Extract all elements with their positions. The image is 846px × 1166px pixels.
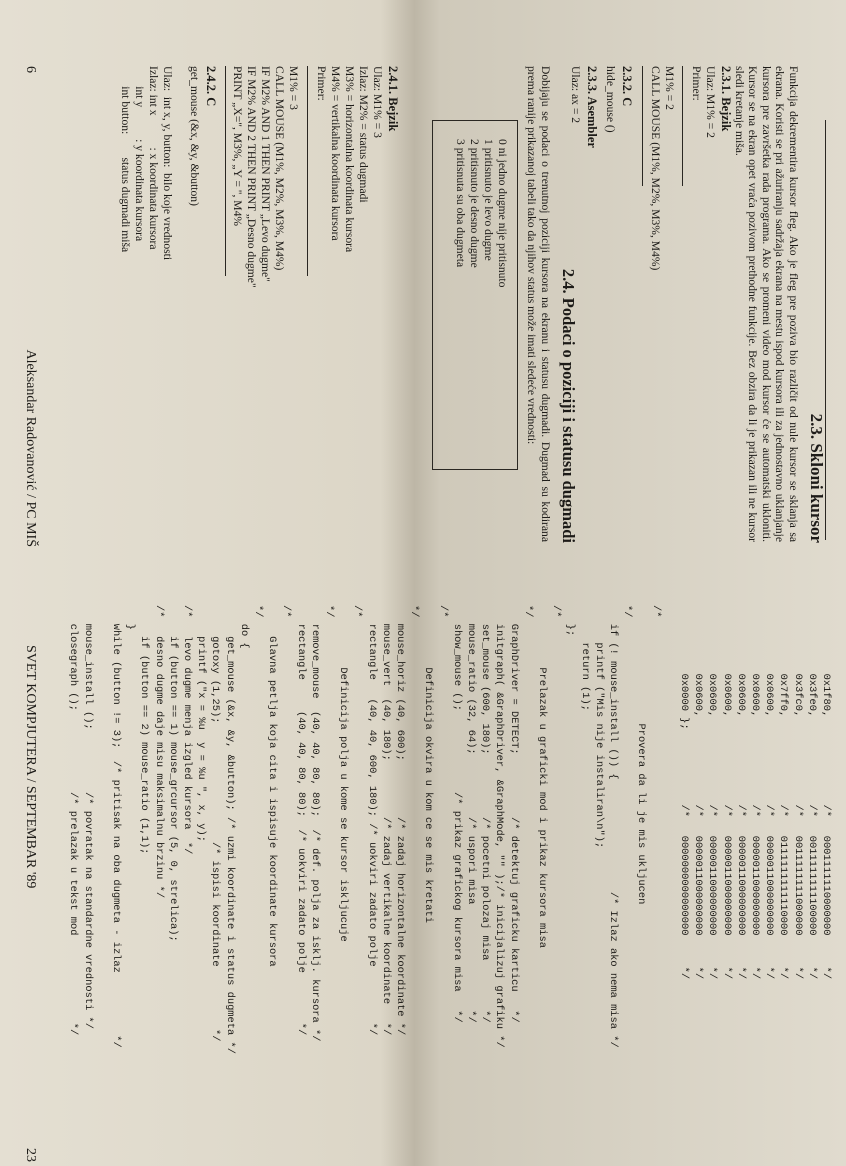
code-line: rectangle (40, 40, 80, 80); /* uokviri zadato polje */ xyxy=(294,605,307,1036)
code-line: do { xyxy=(237,605,250,649)
code-line: rectangle (40, 40, 600, 180); /* uokviri zadato polje */ xyxy=(365,605,378,1036)
code-line: 0x0000 }; /* 0000000000000000 */ xyxy=(678,605,690,980)
code-line: /* xyxy=(351,605,364,618)
code-line: 0x0600, /* 0000011000000000 */ xyxy=(706,605,719,980)
s231-line-4: CALL MOUSE (M1%, M2%, M3%, M4%) xyxy=(649,66,662,271)
s242-line-2: Ulaz: int x, y, button: bilo koje vrednosti xyxy=(161,66,174,261)
s241-line-1: Izlaz: M2% = status dugmadi xyxy=(357,66,370,203)
code-line: closegraph (); /* prelazak u tekst mod */ xyxy=(67,605,80,1036)
left-byline: Aleksandar Radovanović / PC MIŠ xyxy=(23,349,38,547)
code-line: 0x7ff0, /* 0111111111110000 */ xyxy=(777,605,790,980)
code-line: /* xyxy=(649,605,662,618)
code-line: Definicija polja u kome se kursor iskljucuje xyxy=(337,605,350,942)
left-page-number: 6 xyxy=(23,66,38,73)
code-line: GraphDriver = DETECT; /* detektuj graficku karticu */ xyxy=(507,605,520,1023)
code-line: if (button == 1) mouse_grcursor (5, 0, strelica); xyxy=(166,605,179,942)
code-line: 0x0600, /* 0000011000000000 */ xyxy=(734,605,747,980)
section-2-3-title: 2.3. Skloni kursor xyxy=(807,413,826,543)
s242-line-4: int y : y koordinata kursora xyxy=(133,66,146,242)
code-line: get_mouse (&x, &y, &button); /* uzmi koordinate i status dugmeta */ xyxy=(223,605,236,1054)
example-rule-2-end xyxy=(225,66,226,276)
code-line: } xyxy=(124,605,137,630)
s241-line-7: CALL MOUSE (M1%, M2%, M3%, M4%) xyxy=(273,66,286,271)
s241-line-4: Primer: xyxy=(315,66,328,101)
section-2-4-title: 2.4. Podaci o poziciji i statusu dugmadi xyxy=(559,268,578,543)
code-line: 0x0600, /* 0000011000000000 */ xyxy=(720,605,733,980)
code-line: remove_mouse (40, 40, 80, 80); /* def. polja za isklj. kursora */ xyxy=(308,605,321,1042)
section-2-3-1-heading: 2.3.1. Bejzik xyxy=(719,66,733,132)
section-2-4-2-heading: 2.4.2. C xyxy=(204,66,218,107)
code-line: show_mouse (); /* prikaz grafickog kursora misa */ xyxy=(450,605,463,1023)
status-value-1: 1 pritisnuto je levo dugme xyxy=(482,139,495,261)
code-listing xyxy=(52,605,832,1145)
s241-line-0: Ulaz: M1% = 3 xyxy=(371,66,384,138)
status-value-0: 0 ni jedno dugme nije pritisnuto xyxy=(496,139,509,288)
s241-line-10: PRINT „X=", M3%, „Y = ", M4% xyxy=(231,66,244,227)
status-value-2: 2 pritisnuto je desno dugme xyxy=(468,139,481,268)
s231-line-3: M1% = 2 xyxy=(663,66,676,110)
code-line: mouse_ratio (32, 64); /* uspori misa */ xyxy=(465,605,477,1023)
code-line: 0x0600, /* 0000011000000000 */ xyxy=(692,605,705,980)
s241-line-3: M4% = vertikalna koordinata kursora xyxy=(329,66,342,241)
code-line: 0x0600, /* 0000011000000000 */ xyxy=(749,605,761,980)
code-line: gotoxy (1,25); /* ispisi koordinate */ xyxy=(209,605,222,1042)
s242-line-0: get_mouse (&x, &y, &button) xyxy=(188,66,201,206)
code-line: Glavna petlja koja cita i ispisuje koordinate kursora xyxy=(266,605,279,967)
section-2-3-2-heading: 2.3.2. C xyxy=(620,66,634,107)
s231-line-1: Primer: xyxy=(690,66,703,101)
code-line: */ xyxy=(408,605,421,618)
code-line: mouse_horiz (40, 600); /* zadaj horizontalne koordinate */ xyxy=(394,605,406,1036)
code-line: }; xyxy=(564,605,577,637)
right-page xyxy=(0,583,846,1166)
status-value-3: 3 pritisnuta su oba dugmeta xyxy=(454,139,467,268)
code-line: */ xyxy=(323,605,335,618)
code-line: Definicija okvira u kom ce se mis kretati xyxy=(422,605,435,924)
code-line: */ xyxy=(252,605,264,618)
code-line: /* xyxy=(436,605,449,618)
s241-line-8: IF M2% AND 1 THEN PRINT „Levo dugme" xyxy=(259,66,272,282)
code-line: /* xyxy=(550,605,563,618)
button-status-box xyxy=(432,120,518,470)
example-rule-end xyxy=(642,66,643,186)
section-2-4-1-heading: 2.4.1. Bejzik xyxy=(386,66,400,132)
s241-line-6: M1% = 3 xyxy=(287,66,300,110)
s242-line-5: int button: status dugmadi miša xyxy=(119,66,132,253)
code-line: 0x0600, /* 0000011000000000 */ xyxy=(763,605,776,980)
code-line: return (1); xyxy=(578,605,591,712)
code-line: printf ("Mis nije instaliran\n"); xyxy=(592,605,605,849)
code-line: */ xyxy=(521,605,534,618)
s232-line-0: hide_mouse () xyxy=(604,66,617,133)
code-line: set_mouse (600, 180); /* pocetni polozaj misa */ xyxy=(479,605,492,1023)
section-2-3-intro: Funkcija dekrementira kursor fleg. Ako je fleg pre poziva bio različit od nule kursor se sklanja sa ekrana. Koristi se pri ažuriranju sadržaja ekrana na mestu ispod kursora ili za jednostavno uklanjanje kursora pre završetka rada programa. Ako se promeni video mod kursor će se automatski ukloniti. Kursor se na ekran opet vraća pozivom prethodne funkcije. Bez obzira da li je prikazan ili ne kursor sledi kretanje miša. xyxy=(732,66,800,542)
section-2-3-3-heading: 2.3.3. Asembler xyxy=(585,66,599,148)
code-line: */ xyxy=(621,605,634,618)
code-line: 0x1f80, /* 0001111110000000 */ xyxy=(820,605,832,980)
code-line: initgraph( &GraphDriver, &GraphMode, "" );/* inicijalizuj grafiku */ xyxy=(493,605,506,1048)
code-line: mouse_vert (40, 180); /* zadaj vertikalne koordinate */ xyxy=(379,605,392,1036)
s241-line-9: IF M2% AND 2 THEN PRINT „Desno dugme" xyxy=(245,66,258,288)
s231-line-0: Ulaz: M1% = 2 xyxy=(704,66,717,138)
code-line: /* desno dugme daje misu maksimalnu brzinu */ xyxy=(152,605,165,899)
code-line: 0x3fe0, /* 0011111111100000 */ xyxy=(805,605,818,980)
s233-line-0: Ulaz: ax = 2 xyxy=(569,66,582,124)
code-line: if (button == 2) mouse_ratio (1,1); xyxy=(138,605,151,855)
code-line: printf ("x = %u y = %u ", x, y); xyxy=(195,605,208,842)
s241-line-2: M3% = horizontalna koordinata kursora xyxy=(343,66,356,253)
code-line: mouse_install (); /* povratak na standardne vrednosti */ xyxy=(81,605,94,1030)
s242-line-3: Izlaz: int x : x koordinata kursora xyxy=(147,66,160,250)
code-line: if (! mouse_install ()) { /* Izlaz ako nema misa */ xyxy=(607,605,619,1048)
code-line: /* levo dugme menja izgled kursora */ xyxy=(181,605,193,855)
code-line: Prelazak u graficki mod i prikaz kursora misa xyxy=(536,605,548,948)
right-page-number: 23 xyxy=(23,1148,38,1162)
code-line: Provera da li je mis ukljucen xyxy=(635,605,648,905)
code-line: /* xyxy=(280,605,293,618)
example-rule-2 xyxy=(307,66,308,276)
section-2-4-intro: Dobijaju se podaci o trenutnoj poziciji kursora na ekranu i statusu dugmadi. Dugmad su kodirana prema ranije prikazanoj tabeli tako da njihov status može imati sledeće vrednosti: xyxy=(525,66,552,542)
right-magazine-name: SVET KOMPJUTERA / SEPTEMBAR '89 xyxy=(23,645,38,889)
code-line: 0x3fc0, /* 0011111111000000 */ xyxy=(791,605,804,980)
example-rule xyxy=(682,66,683,186)
code-line: while (button != 3); /* pritisak na oba dugmeta - izlaz */ xyxy=(110,605,122,1048)
